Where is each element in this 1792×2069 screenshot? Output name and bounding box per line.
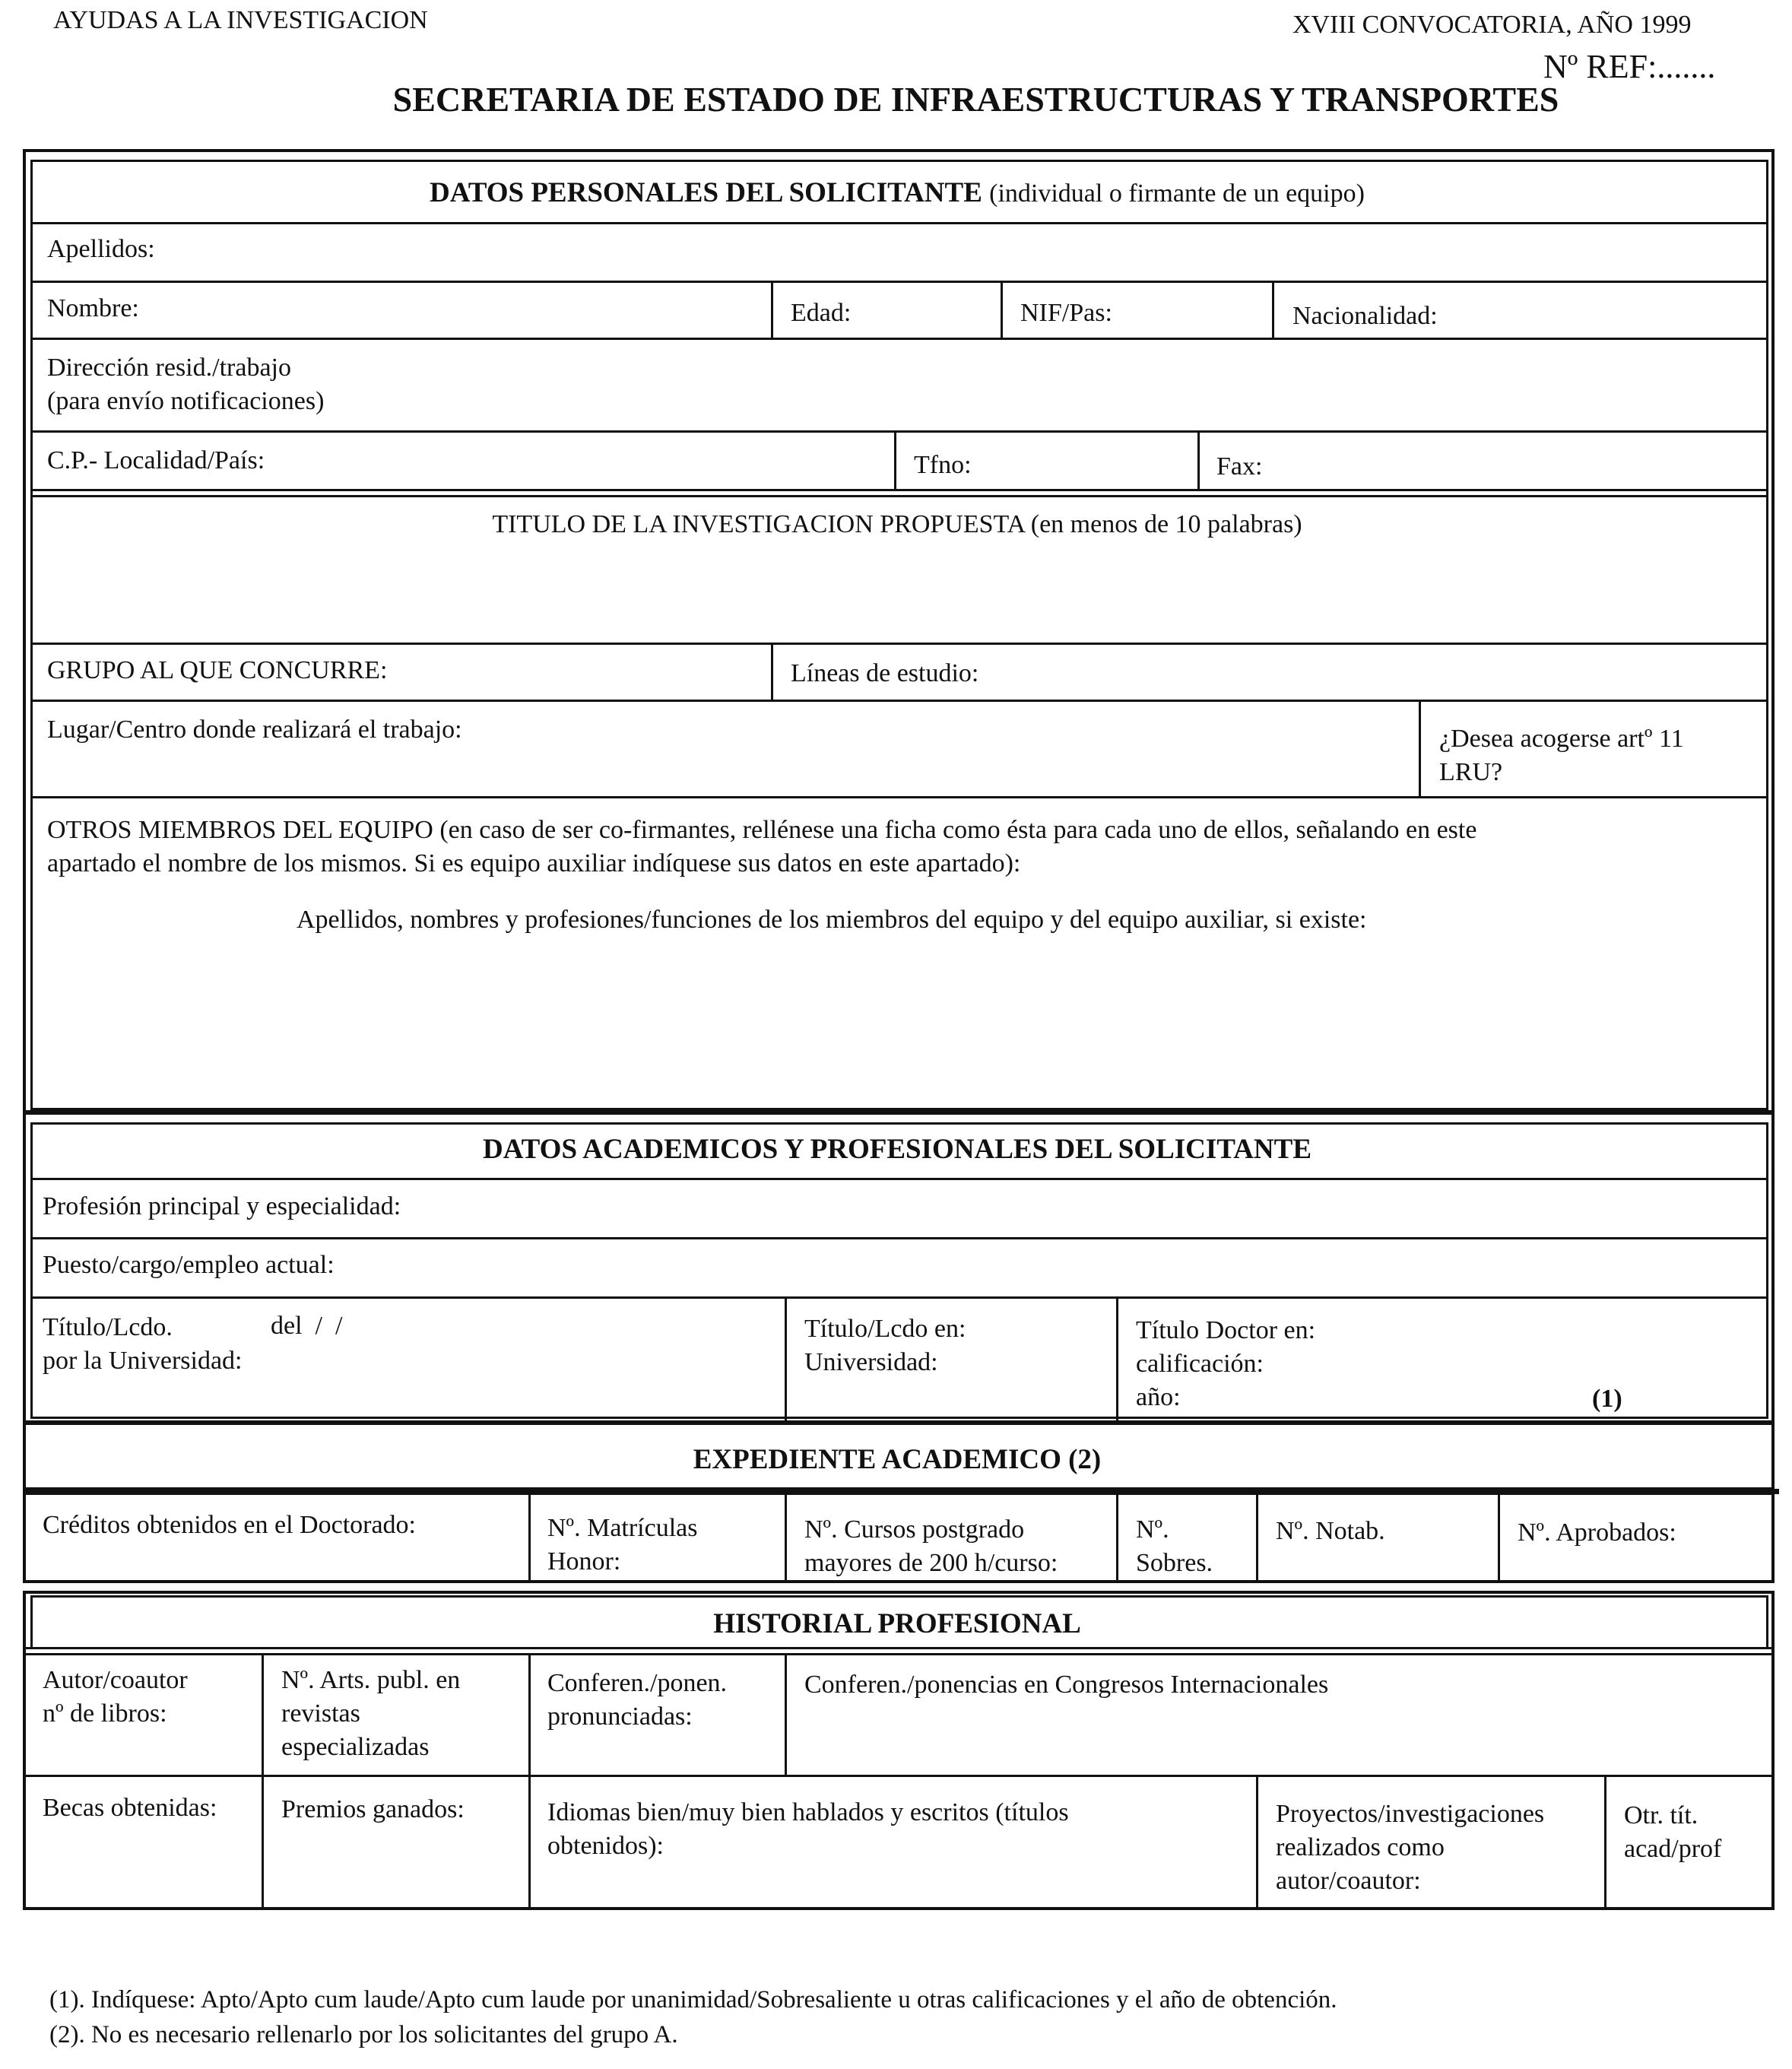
titulo-doctor-label: Título Doctor en: <box>1136 1316 1316 1344</box>
telefono-label: Tfno: <box>914 451 972 479</box>
titulo-lcdo-label: Título/Lcdo. <box>43 1313 173 1341</box>
matriculas-label: Nº. Matrículas <box>547 1514 698 1542</box>
proyectos-label: Proyectos/investigaciones <box>1276 1800 1545 1828</box>
premios-label: Premios ganados: <box>281 1795 465 1823</box>
academicos-heading: DATOS ACADEMICOS Y PROFESIONALES DEL SOLICITANTE <box>482 1134 1312 1165</box>
nacionalidad-label: Nacionalidad: <box>1292 302 1438 330</box>
autor-libros-label: Autor/coautor <box>43 1666 188 1694</box>
idiomas-label: Idiomas bien/muy bien hablados y escritos (títulos <box>547 1798 1069 1826</box>
articulos-line2: revistas <box>281 1699 360 1728</box>
articulos-line3: especializadas <box>281 1733 430 1761</box>
lugar-centro-label: Lugar/Centro donde realizará el trabajo: <box>47 716 462 744</box>
autor-libros-sublabel: nº de libros: <box>43 1699 167 1728</box>
edad-label: Edad: <box>791 299 852 327</box>
proyectos-line3: autor/coautor: <box>1276 1867 1421 1895</box>
nombre-label: Nombre: <box>47 294 139 322</box>
inner-frame-personal <box>30 160 1768 1110</box>
otros-titulos-label: Otr. tít. <box>1624 1801 1698 1829</box>
titulo-universidad-label: Universidad: <box>804 1348 938 1376</box>
otros-miembros-line2: apartado el nombre de los mismos. Si es equipo auxiliar indíquese sus datos en este apartado): <box>47 849 1021 877</box>
creditos-label: Créditos obtenidos en el Doctorado: <box>43 1511 417 1539</box>
aprobados-label: Nº. Aprobados: <box>1518 1518 1676 1547</box>
nif-label: NIF/Pas: <box>1020 299 1112 327</box>
apellidos-label: Apellidos: <box>47 235 155 263</box>
footnote-ref-1: (1) <box>1592 1385 1622 1413</box>
proyectos-line2: realizados como <box>1276 1833 1445 1861</box>
otros-miembros-line3: Apellidos, nombres y profesiones/funciones de los miembros del equipo y del equipo auxiliar, si existe: <box>297 906 1367 934</box>
otros-miembros-label: OTROS MIEMBROS DEL EQUIPO (en caso de ser co-firmantes, rellénese una ficha como ésta para cada uno de ellos, señalando en este <box>47 816 1477 844</box>
becas-label: Becas obtenidas: <box>43 1794 217 1822</box>
puesto-label: Puesto/cargo/empleo actual: <box>43 1251 335 1279</box>
direccion-sublabel: (para envío notificaciones) <box>47 387 325 415</box>
fax-label: Fax: <box>1216 452 1263 481</box>
universidad-label: por la Universidad: <box>43 1347 243 1375</box>
otros-titulos-sublabel: acad/prof <box>1624 1835 1722 1863</box>
art11-sublabel: LRU? <box>1439 758 1503 786</box>
conferencias-label: Conferen./ponen. <box>547 1669 728 1697</box>
notables-label: Nº. Notab. <box>1276 1517 1385 1545</box>
idiomas-sublabel: obtenidos): <box>547 1832 664 1860</box>
matriculas-sublabel: Honor: <box>547 1547 621 1576</box>
cursos-postgrado-label: Nº. Cursos postgrado <box>804 1515 1025 1544</box>
titulo-lcdo-date: del / / <box>271 1312 343 1340</box>
titulo-lcdo-en-label: Título/Lcdo en: <box>804 1315 966 1343</box>
sobresalientes-label: Nº. <box>1136 1515 1169 1544</box>
grupo-label: GRUPO AL QUE CONCURRE: <box>47 656 388 684</box>
footnote-1: (1). Indíquese: Apto/Apto cum laude/Apto cum laude por unanimidad/Sobresaliente u otras calificaciones y el año de obtención. <box>49 1986 1337 2013</box>
historial-heading: HISTORIAL PROFESIONAL <box>713 1608 1081 1639</box>
expediente-heading: EXPEDIENTE ACADEMICO (2) <box>693 1444 1102 1475</box>
cp-localidad-label: C.P.- Localidad/País: <box>47 446 265 474</box>
reference-number: Nº REF:....... <box>1543 48 1716 85</box>
calificacion-label: calificación: <box>1136 1350 1264 1378</box>
direccion-label: Dirección resid./trabajo <box>47 354 291 382</box>
cursos-postgrado-sublabel: mayores de 200 h/curso: <box>804 1549 1058 1577</box>
congresos-internacionales-label: Conferen./ponencias en Congresos Internacionales <box>804 1671 1329 1699</box>
art11-label: ¿Desea acogerse artº 11 <box>1439 725 1684 753</box>
conferencias-sublabel: pronunciadas: <box>547 1702 693 1731</box>
personal-heading: DATOS PERSONALES DEL SOLICITANTE (individual o firmante de un equipo) <box>430 177 1365 208</box>
lineas-estudio-label: Líneas de estudio: <box>791 659 979 687</box>
profesion-label: Profesión principal y especialidad: <box>43 1192 401 1220</box>
anio-label: año: <box>1136 1383 1181 1411</box>
call-year: XVIII CONVOCATORIA, AÑO 1999 <box>1292 11 1692 39</box>
page-title: SECRETARIA DE ESTADO DE INFRAESTRUCTURAS Y TRANSPORTES <box>392 80 1559 119</box>
footnote-2: (2). No es necesario rellenarlo por los solicitantes del grupo A. <box>49 2021 678 2048</box>
titulo-investigacion-label: TITULO DE LA INVESTIGACION PROPUESTA (en menos de 10 palabras) <box>492 510 1302 538</box>
articulos-label: Nº. Arts. publ. en <box>281 1666 461 1694</box>
sobresalientes-sublabel: Sobres. <box>1136 1549 1213 1577</box>
program-label: AYUDAS A LA INVESTIGACION <box>53 6 428 34</box>
